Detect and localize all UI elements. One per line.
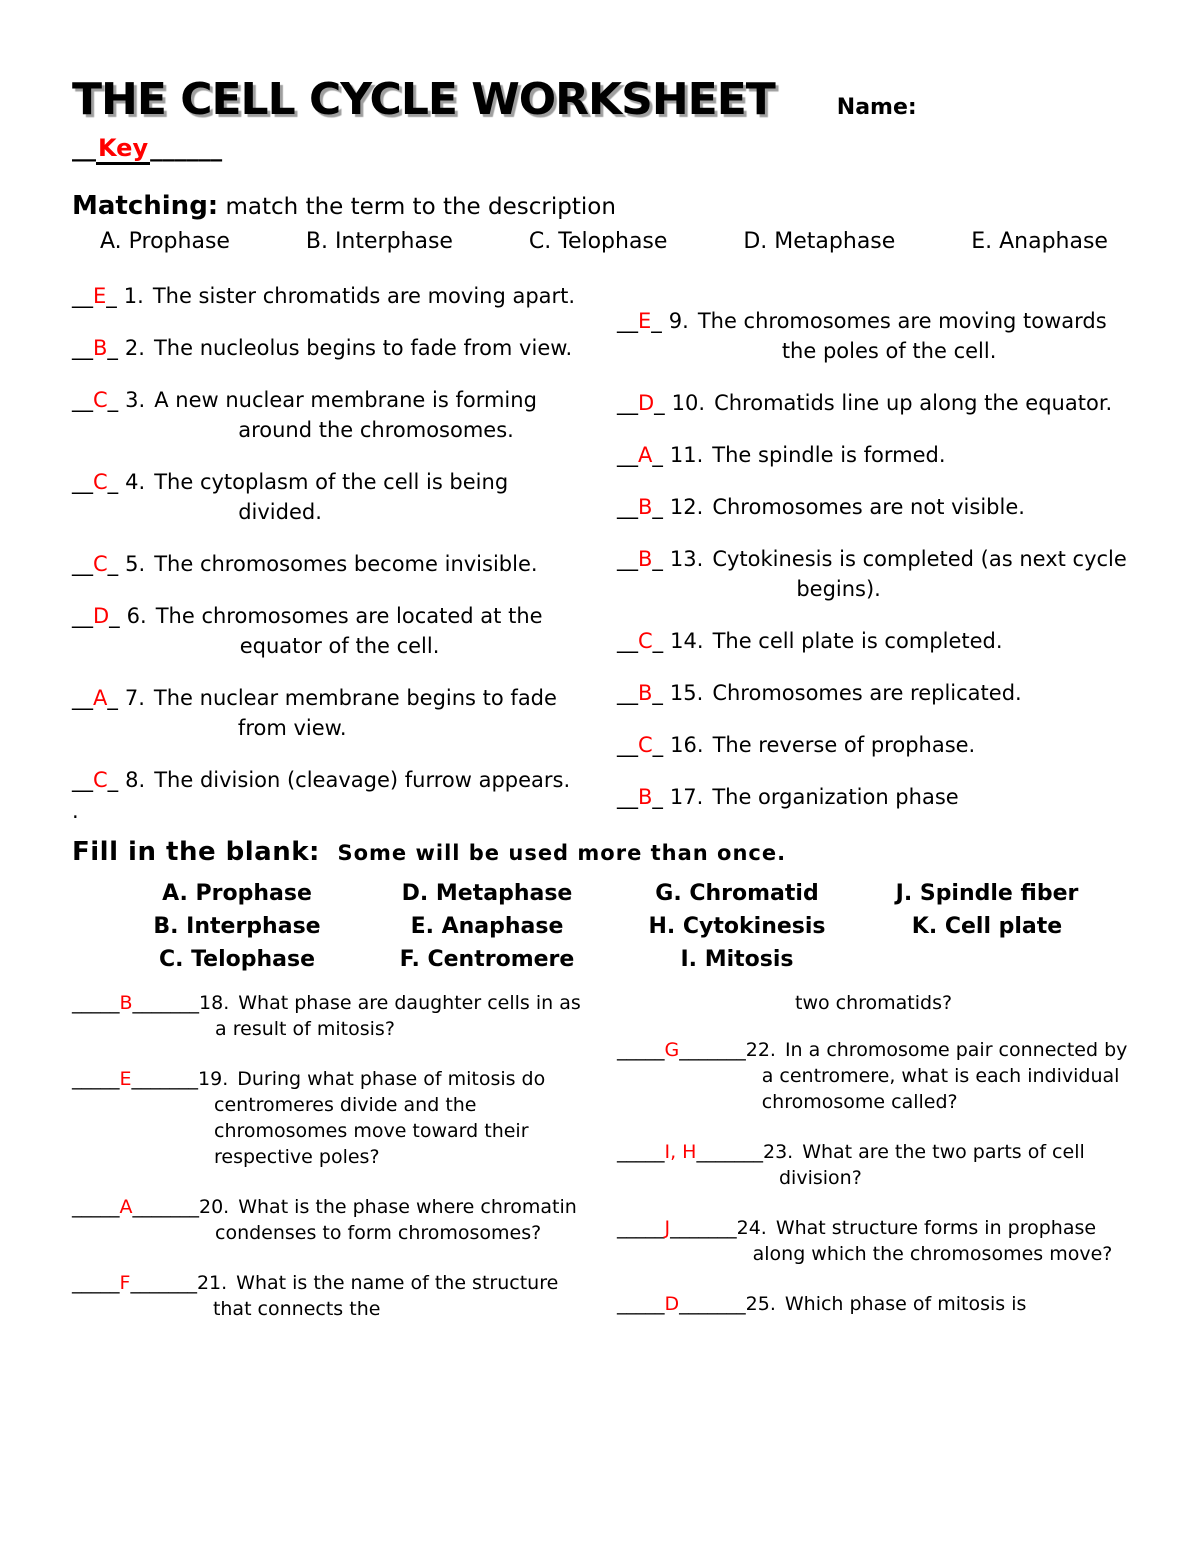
answer-blank — [617, 678, 703, 708]
answer-letter: B — [638, 495, 653, 520]
blank-underscores: _____ — [72, 1196, 120, 1219]
question-text: What phase are daughter cells in as a result of mitosis? — [215, 992, 581, 1041]
question-number: 15. — [669, 681, 704, 706]
matching-columns — [72, 281, 1130, 834]
fill-right-column — [617, 990, 1130, 1346]
answer-letter: E — [638, 309, 652, 334]
blank-underscores: _ — [107, 470, 119, 495]
blank-underscores: _ — [107, 768, 119, 793]
question-body — [199, 1194, 585, 1246]
blank-underscores: _______ — [679, 1039, 746, 1062]
answer-letter: C — [93, 470, 108, 495]
answer-blank — [72, 333, 145, 363]
answer-letter: C — [638, 629, 653, 654]
answer-letter: A — [119, 1196, 133, 1219]
answer-letter: C — [93, 768, 108, 793]
matching-item — [617, 782, 1130, 812]
answer-blank — [617, 388, 705, 418]
blank-underscores: _____ — [72, 1272, 120, 1295]
fill-blank-columns — [72, 990, 1130, 1346]
question-number: 1. — [123, 284, 144, 309]
option-e: E. Anaphase — [971, 229, 1108, 255]
question-overflow-text: two chromatids? — [795, 992, 953, 1015]
question-number: 24. — [736, 1217, 767, 1240]
matching-item — [72, 467, 585, 527]
question-text: The cytoplasm of the cell is being divided. — [154, 470, 509, 525]
answer-letter: J — [664, 1217, 671, 1240]
blank-underscores: _ — [651, 309, 662, 334]
matching-item — [617, 730, 1130, 760]
question-number: 18. — [199, 992, 230, 1015]
answer-blank — [617, 626, 704, 656]
question-body — [198, 1066, 585, 1170]
blank-underscores: _ — [652, 547, 663, 572]
answer-letter: E — [93, 284, 107, 309]
matching-section-heading — [72, 191, 1130, 222]
blank-underscores: __ — [72, 134, 96, 163]
answer-blank — [617, 1291, 746, 1317]
word-bank-entry — [862, 943, 1112, 976]
answer-blank — [72, 765, 145, 795]
blank-underscores: __ — [72, 604, 93, 629]
fill-question — [617, 1139, 1130, 1191]
question-text: What is the phase where chromatin condenses to form chromosomes? — [215, 1196, 577, 1245]
matching-instructions: match the term to the description — [225, 194, 616, 221]
blank-underscores: __ — [72, 388, 93, 413]
question-number: 21. — [196, 1272, 228, 1295]
matching-left-column — [72, 281, 585, 834]
blank-underscores: __ — [72, 686, 93, 711]
question-text: A new nuclear membrane is forming around the chromosomes. — [154, 388, 537, 443]
blank-underscores: _ — [652, 733, 664, 758]
question-text: What structure forms in prophase along which the chromosomes move? — [752, 1217, 1113, 1266]
blank-underscores: _____ — [72, 1068, 120, 1091]
answer-blank — [617, 1215, 737, 1267]
blank-underscores: _______ — [130, 1272, 197, 1295]
blank-underscores: __ — [617, 785, 638, 810]
answer-blank — [72, 467, 145, 527]
blank-underscores: _______ — [670, 1217, 737, 1240]
question-number: 16. — [670, 733, 704, 758]
answer-letter: E — [119, 1068, 132, 1091]
word-bank-entry: G. Chromatid — [655, 881, 819, 907]
answer-blank — [617, 782, 703, 812]
option-b: B. Interphase — [305, 229, 453, 255]
word-bank-entry: F. Centromere — [399, 947, 575, 973]
matching-item — [617, 440, 1130, 470]
matching-item — [617, 306, 1130, 366]
matching-item — [72, 601, 585, 661]
blank-underscores: _ — [107, 388, 119, 413]
question-number: 8. — [125, 768, 146, 793]
answer-letter: I, H — [664, 1141, 697, 1164]
question-number: 25. — [745, 1293, 776, 1316]
answer-blank — [72, 549, 145, 579]
word-bank-entry: I. Mitosis — [680, 947, 794, 973]
blank-underscores: __ — [617, 733, 638, 758]
answer-blank — [72, 683, 145, 743]
question-text: Which phase of mitosis is — [784, 1293, 1027, 1316]
name-label: Name: — [836, 95, 917, 120]
blank-underscores: _______ — [696, 1141, 763, 1164]
question-number: 10. — [671, 391, 706, 416]
answer-letter: B — [119, 992, 133, 1015]
fill-blank-heading: Fill in the blank: — [72, 837, 320, 868]
blank-underscores: _____ — [617, 1217, 665, 1240]
blank-underscores: _____ — [617, 1039, 665, 1062]
answer-blank — [72, 281, 144, 311]
question-text: The sister chromatids are moving apart. — [152, 284, 576, 309]
matching-item — [72, 549, 585, 579]
question-text: The organization phase — [712, 785, 959, 810]
option-d: D. Metaphase — [743, 229, 896, 255]
question-text: The division (cleavage) furrow appears. — [154, 768, 571, 793]
question-text: The chromosomes are moving towards the poles of the cell. — [697, 309, 1107, 364]
fill-question — [72, 1066, 585, 1170]
blank-underscores: __ — [617, 547, 638, 572]
answer-letter: C — [93, 552, 108, 577]
question-number: 4. — [125, 470, 146, 495]
key-answer: Key — [96, 134, 150, 165]
matching-item — [72, 333, 585, 363]
answer-blank — [617, 544, 703, 604]
question-number: 6. — [126, 604, 147, 629]
matching-item — [72, 281, 585, 311]
question-text: In a chromosome pair connected by a centromere, what is each individual chromosome called? — [761, 1039, 1128, 1114]
fill-blank-instructions: Some will be used more than once. — [337, 841, 787, 866]
question-number: 23. — [762, 1141, 794, 1164]
blank-underscores: _ — [652, 629, 664, 654]
matching-item — [617, 626, 1130, 656]
question-number: 2. — [124, 336, 145, 361]
matching-heading: Matching: — [72, 191, 219, 222]
matching-item — [617, 492, 1130, 522]
question-text: Cytokinesis is completed (as next cycle begins). — [712, 547, 1127, 602]
blank-underscores: __ — [617, 309, 638, 334]
blank-underscores: _ — [106, 284, 117, 309]
blank-underscores: _______ — [132, 992, 200, 1015]
question-text: Chromosomes are replicated. — [712, 681, 1022, 706]
question-number: 19. — [198, 1068, 229, 1091]
blank-underscores: _ — [107, 686, 118, 711]
blank-underscores: __ — [617, 391, 638, 416]
answer-letter: F — [119, 1272, 131, 1295]
blank-underscores: _____ — [72, 992, 120, 1015]
answer-letter: C — [638, 733, 653, 758]
blank-underscores: _ — [652, 443, 663, 468]
fill-left-column — [72, 990, 585, 1346]
blank-underscores: _____ — [617, 1293, 665, 1316]
blank-underscores: _ — [652, 681, 663, 706]
question-number: 14. — [670, 629, 704, 654]
answer-letter: A — [93, 686, 108, 711]
question-number: 7. — [124, 686, 145, 711]
matching-item — [617, 544, 1130, 604]
matching-item — [72, 765, 585, 795]
option-a: A. Prophase — [100, 229, 230, 255]
question-number: 17. — [669, 785, 704, 810]
matching-item — [72, 683, 585, 743]
blank-underscores: _ — [652, 495, 663, 520]
question-body — [746, 1291, 1027, 1317]
matching-right-column — [617, 281, 1130, 834]
answer-blank — [617, 730, 704, 760]
fill-question — [72, 1194, 585, 1246]
answer-blank — [617, 1037, 746, 1115]
answer-blank — [72, 601, 147, 661]
blank-underscores: _______ — [679, 1293, 746, 1316]
blank-underscores: __ — [72, 284, 93, 309]
answer-blank — [72, 385, 145, 445]
answer-letter: C — [93, 388, 108, 413]
blank-underscores: _____ — [617, 1141, 665, 1164]
blank-underscores: __ — [72, 470, 93, 495]
blank-underscores: _______ — [131, 1068, 199, 1091]
answer-blank — [617, 492, 703, 522]
answer-letter: G — [664, 1039, 680, 1062]
blank-underscores: _ — [107, 552, 119, 577]
answer-letter: B — [638, 681, 653, 706]
matching-options-row — [100, 228, 1108, 255]
fill-question — [617, 1037, 1130, 1115]
word-bank-entry: K. Cell plate — [911, 914, 1063, 940]
question-body — [197, 1270, 585, 1322]
page-title: THE CELL CYCLE WORKSHEET — [72, 74, 775, 125]
matching-item — [617, 388, 1130, 418]
answer-blank — [617, 1139, 763, 1191]
fill-question — [72, 990, 585, 1042]
question-text: The nucleolus begins to fade from view. — [153, 336, 573, 361]
question-text: The chromosomes become invisible. — [154, 552, 538, 577]
word-bank-entry: H. Cytokinesis — [648, 914, 826, 940]
answer-blank — [617, 306, 689, 366]
answer-blank — [72, 1066, 198, 1170]
fill-question — [72, 1270, 585, 1322]
blank-underscores: __ — [617, 443, 638, 468]
question-number: 11. — [669, 443, 704, 468]
blank-underscores: __ — [72, 552, 93, 577]
question-body — [746, 1037, 1130, 1115]
question-body — [763, 1139, 1130, 1191]
word-bank — [112, 877, 1130, 976]
stray-period: . — [72, 799, 79, 824]
answer-blank — [72, 990, 199, 1042]
answer-letter: B — [638, 785, 653, 810]
question-text: During what phase of mitosis do centromeres divide and the chromosomes move toward their respective poles? — [214, 1068, 546, 1169]
blank-underscores: ______ — [150, 134, 223, 163]
question-text: The cell plate is completed. — [712, 629, 1003, 654]
question-text: The reverse of prophase. — [712, 733, 976, 758]
question-text: Chromosomes are not visible. — [712, 495, 1025, 520]
question-number: 13. — [669, 547, 704, 572]
question-number: 12. — [669, 495, 704, 520]
word-bank-entry: B. Interphase — [153, 914, 321, 940]
matching-item — [617, 678, 1130, 708]
blank-underscores: _ — [107, 336, 118, 361]
answer-blank — [72, 1270, 197, 1322]
question-text: What is the name of the structure that connects the — [212, 1272, 559, 1321]
answer-letter: B — [638, 547, 653, 572]
blank-underscores: _ — [652, 785, 663, 810]
blank-underscores: __ — [72, 336, 93, 361]
matching-item — [72, 385, 585, 445]
question-text: The spindle is formed. — [712, 443, 946, 468]
word-bank-entry: E. Anaphase — [410, 914, 564, 940]
fill-question — [617, 1215, 1130, 1267]
blank-underscores: __ — [72, 768, 93, 793]
question-number: 5. — [125, 552, 146, 577]
question-number: 22. — [745, 1039, 776, 1062]
blank-underscores: __ — [617, 681, 638, 706]
header — [72, 76, 1130, 124]
answer-letter: D — [664, 1293, 680, 1316]
answer-letter: D — [638, 391, 655, 416]
question-number: 20. — [199, 1196, 230, 1219]
name-answer-line — [72, 134, 1130, 163]
blank-underscores: _ — [109, 604, 120, 629]
question-body — [199, 990, 585, 1042]
answer-letter: A — [638, 443, 653, 468]
answer-blank — [617, 440, 703, 470]
question-text: What are the two parts of cell division? — [778, 1141, 1085, 1190]
answer-blank — [72, 1194, 199, 1246]
question-text: The nuclear membrane begins to fade from view. — [153, 686, 557, 741]
word-bank-entry: D. Metaphase — [401, 881, 573, 907]
fill-question — [617, 1291, 1130, 1317]
blank-underscores: _ — [654, 391, 665, 416]
blank-underscores: __ — [617, 495, 638, 520]
word-bank-entry: C. Telophase — [158, 947, 316, 973]
question-number: 9. — [668, 309, 689, 334]
question-text: The chromosomes are located at the equator of the cell. — [155, 604, 543, 659]
question-number: 3. — [125, 388, 146, 413]
blank-underscores: __ — [617, 629, 638, 654]
answer-letter: D — [93, 604, 110, 629]
option-c: C. Telophase — [528, 229, 668, 255]
question-text: Chromatids line up along the equator. — [714, 391, 1113, 416]
blank-underscores: _______ — [132, 1196, 199, 1219]
question-body — [737, 1215, 1130, 1267]
word-bank-entry: J. Spindle fiber — [895, 881, 1079, 907]
fill-blank-section-heading — [72, 836, 1130, 869]
answer-letter: B — [93, 336, 108, 361]
word-bank-entry: A. Prophase — [162, 881, 312, 907]
